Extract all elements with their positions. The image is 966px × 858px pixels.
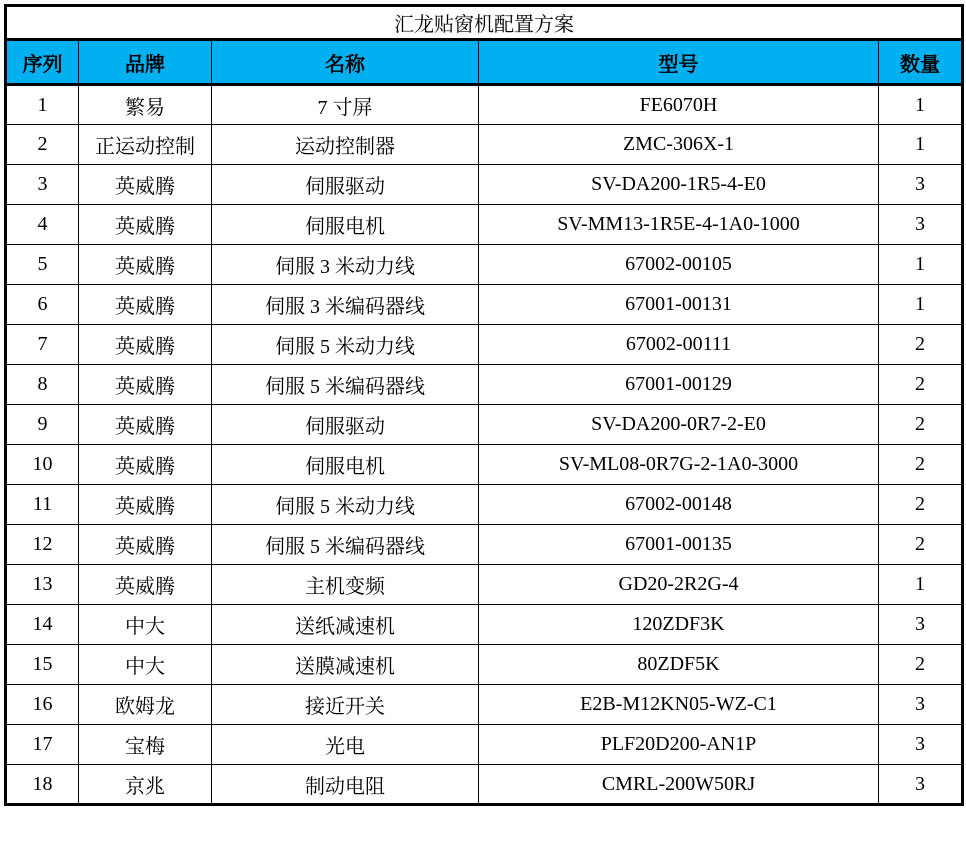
column-header-seq: 序列 [6, 40, 79, 85]
table-row [6, 285, 963, 325]
cell-brand: 欧姆龙 [79, 685, 212, 725]
cell-model: CMRL-200W50RJ [479, 765, 879, 805]
cell-brand: 英威腾 [79, 485, 212, 525]
cell-model: GD20-2R2G-4 [479, 565, 879, 605]
cell-seq: 15 [6, 645, 79, 685]
cell-qty: 3 [879, 765, 963, 805]
cell-seq: 17 [6, 725, 79, 765]
cell-model: 80ZDF5K [479, 645, 879, 685]
cell-name: 运动控制器 [212, 125, 479, 165]
cell-qty: 2 [879, 645, 963, 685]
cell-brand: 英威腾 [79, 325, 212, 365]
cell-brand: 繁易 [79, 85, 212, 125]
column-header-brand: 品牌 [79, 40, 212, 85]
cell-model: 67002-00111 [479, 325, 879, 365]
cell-qty: 2 [879, 325, 963, 365]
cell-seq: 1 [6, 85, 79, 125]
cell-seq: 2 [6, 125, 79, 165]
cell-model: 67002-00105 [479, 245, 879, 285]
table-row [6, 725, 963, 765]
cell-qty: 2 [879, 445, 963, 485]
table-row [6, 525, 963, 565]
table-row [6, 85, 963, 125]
cell-qty: 1 [879, 245, 963, 285]
cell-model: ZMC-306X-1 [479, 125, 879, 165]
cell-brand: 宝梅 [79, 725, 212, 765]
cell-qty: 2 [879, 405, 963, 445]
cell-name: 伺服 5 米动力线 [212, 325, 479, 365]
cell-name: 7 寸屏 [212, 85, 479, 125]
cell-model: E2B-M12KN05-WZ-C1 [479, 685, 879, 725]
cell-qty: 2 [879, 365, 963, 405]
cell-qty: 3 [879, 205, 963, 245]
column-header-qty: 数量 [879, 40, 963, 85]
cell-seq: 9 [6, 405, 79, 445]
cell-name: 伺服驱动 [212, 405, 479, 445]
table-header-row [6, 40, 963, 85]
cell-brand: 正运动控制 [79, 125, 212, 165]
cell-qty: 1 [879, 85, 963, 125]
cell-qty: 1 [879, 285, 963, 325]
table-row [6, 365, 963, 405]
cell-seq: 13 [6, 565, 79, 605]
table-row [6, 445, 963, 485]
cell-qty: 3 [879, 605, 963, 645]
table-row [6, 165, 963, 205]
cell-qty: 2 [879, 525, 963, 565]
cell-model: SV-DA200-0R7-2-E0 [479, 405, 879, 445]
cell-seq: 4 [6, 205, 79, 245]
cell-seq: 6 [6, 285, 79, 325]
table-title-row [6, 6, 963, 40]
cell-name: 制动电阻 [212, 765, 479, 805]
cell-brand: 英威腾 [79, 165, 212, 205]
cell-brand: 英威腾 [79, 365, 212, 405]
cell-model: 67001-00131 [479, 285, 879, 325]
cell-qty: 3 [879, 685, 963, 725]
table-row [6, 565, 963, 605]
cell-brand: 英威腾 [79, 205, 212, 245]
cell-model: SV-DA200-1R5-4-E0 [479, 165, 879, 205]
configuration-table [4, 4, 964, 806]
table-body [6, 85, 963, 805]
cell-seq: 3 [6, 165, 79, 205]
cell-brand: 英威腾 [79, 245, 212, 285]
cell-brand: 英威腾 [79, 285, 212, 325]
column-header-model: 型号 [479, 40, 879, 85]
table-row [6, 685, 963, 725]
cell-name: 伺服电机 [212, 205, 479, 245]
cell-name: 接近开关 [212, 685, 479, 725]
cell-model: 67002-00148 [479, 485, 879, 525]
cell-model: SV-ML08-0R7G-2-1A0-3000 [479, 445, 879, 485]
cell-name: 主机变频 [212, 565, 479, 605]
table-row [6, 405, 963, 445]
cell-name: 送纸减速机 [212, 605, 479, 645]
cell-model: 67001-00129 [479, 365, 879, 405]
cell-qty: 3 [879, 725, 963, 765]
cell-qty: 3 [879, 165, 963, 205]
cell-model: PLF20D200-AN1P [479, 725, 879, 765]
cell-model: 120ZDF3K [479, 605, 879, 645]
column-header-name: 名称 [212, 40, 479, 85]
table-row [6, 245, 963, 285]
table-row [6, 765, 963, 805]
cell-name: 送膜减速机 [212, 645, 479, 685]
cell-model: 67001-00135 [479, 525, 879, 565]
cell-brand: 英威腾 [79, 565, 212, 605]
cell-model: SV-MM13-1R5E-4-1A0-1000 [479, 205, 879, 245]
configuration-table-sheet [4, 4, 964, 806]
cell-name: 伺服 3 米动力线 [212, 245, 479, 285]
cell-brand: 京兆 [79, 765, 212, 805]
cell-model: FE6070H [479, 85, 879, 125]
table-row [6, 205, 963, 245]
cell-seq: 11 [6, 485, 79, 525]
cell-seq: 12 [6, 525, 79, 565]
table-row [6, 645, 963, 685]
cell-seq: 18 [6, 765, 79, 805]
cell-brand: 英威腾 [79, 445, 212, 485]
cell-seq: 8 [6, 365, 79, 405]
cell-brand: 中大 [79, 605, 212, 645]
cell-qty: 1 [879, 565, 963, 605]
table-row [6, 605, 963, 645]
cell-seq: 10 [6, 445, 79, 485]
cell-qty: 1 [879, 125, 963, 165]
cell-qty: 2 [879, 485, 963, 525]
table-row [6, 485, 963, 525]
cell-name: 光电 [212, 725, 479, 765]
cell-brand: 英威腾 [79, 405, 212, 445]
cell-name: 伺服电机 [212, 445, 479, 485]
table-row [6, 125, 963, 165]
cell-name: 伺服 5 米编码器线 [212, 365, 479, 405]
cell-name: 伺服驱动 [212, 165, 479, 205]
table-row [6, 325, 963, 365]
cell-seq: 7 [6, 325, 79, 365]
cell-seq: 16 [6, 685, 79, 725]
cell-brand: 中大 [79, 645, 212, 685]
cell-name: 伺服 5 米动力线 [212, 485, 479, 525]
cell-seq: 5 [6, 245, 79, 285]
cell-brand: 英威腾 [79, 525, 212, 565]
cell-name: 伺服 3 米编码器线 [212, 285, 479, 325]
cell-seq: 14 [6, 605, 79, 645]
page-title: 汇龙贴窗机配置方案 [6, 6, 963, 40]
cell-name: 伺服 5 米编码器线 [212, 525, 479, 565]
